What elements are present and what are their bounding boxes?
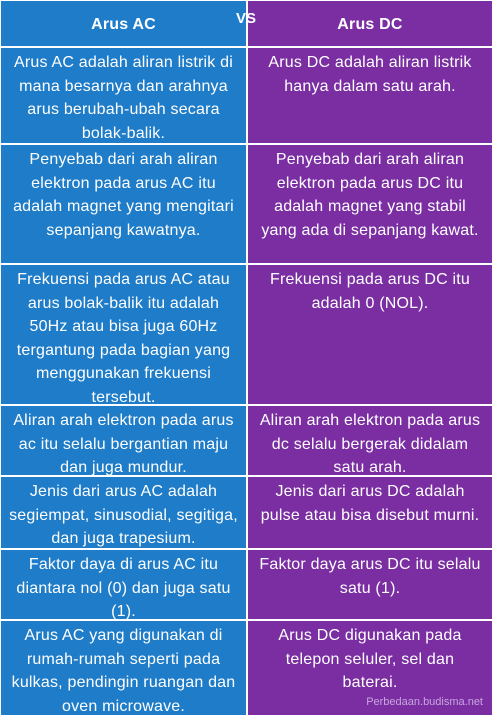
ac-cell: Jenis dari arus AC adalah segiempat, sinusodial, segitiga, dan juga trapesium. [1,477,246,548]
ac-cell: Arus AC adalah aliran listrik di mana besarnya dan arahnya arus berubah-ubah secara bolak-balik. [1,48,246,143]
dc-cell: Aliran arah elektron pada arus dc selalu bergerak didalam satu arah. [248,406,492,475]
table-row [1,145,492,263]
dc-cell: Faktor daya arus DC itu selalu satu (1). [248,550,492,619]
table-row [1,265,492,404]
table-row [1,550,492,619]
ac-cell: Arus AC yang digunakan di rumah-rumah seperti pada kulkas, pendingin ruangan dan oven microwave. [1,621,246,715]
dc-cell: Arus DC digunakan pada telepon seluler, sel dan baterai. [248,621,492,715]
vs-label: VS [236,10,257,27]
header-arus-dc: Arus DC [248,1,492,46]
ac-cell: Frekuensi pada arus AC atau arus bolak-balik itu adalah 50Hz atau bisa juga 60Hz tergantung pada bagian yang menggunakan frekuensi tersebut. [1,265,246,404]
watermark: Perbedaan.budisma.net [366,696,483,708]
dc-cell: Jenis dari arus DC adalah pulse atau bisa disebut murni. [248,477,492,548]
dc-cell: Frekuensi pada arus DC itu adalah 0 (NOL). [248,265,492,404]
dc-cell: Penyebab dari arah aliran elektron pada arus DC itu adalah magnet yang stabil yang ada di sepanjang kawat. [248,145,492,263]
table-row [1,48,492,143]
table-row [1,477,492,548]
header-arus-ac: Arus AC [1,1,246,46]
ac-cell: Aliran arah elektron pada arus ac itu selalu bergantian maju dan juga mundur. [1,406,246,475]
ac-cell: Penyebab dari arah aliran elektron pada arus AC itu adalah magnet yang mengitari sepanjang kawatnya. [1,145,246,263]
ac-cell: Faktor daya di arus AC itu diantara nol (0) dan juga satu (1). [1,550,246,619]
dc-cell: Arus DC adalah aliran listrik hanya dalam satu arah. [248,48,492,143]
table-row [1,406,492,475]
